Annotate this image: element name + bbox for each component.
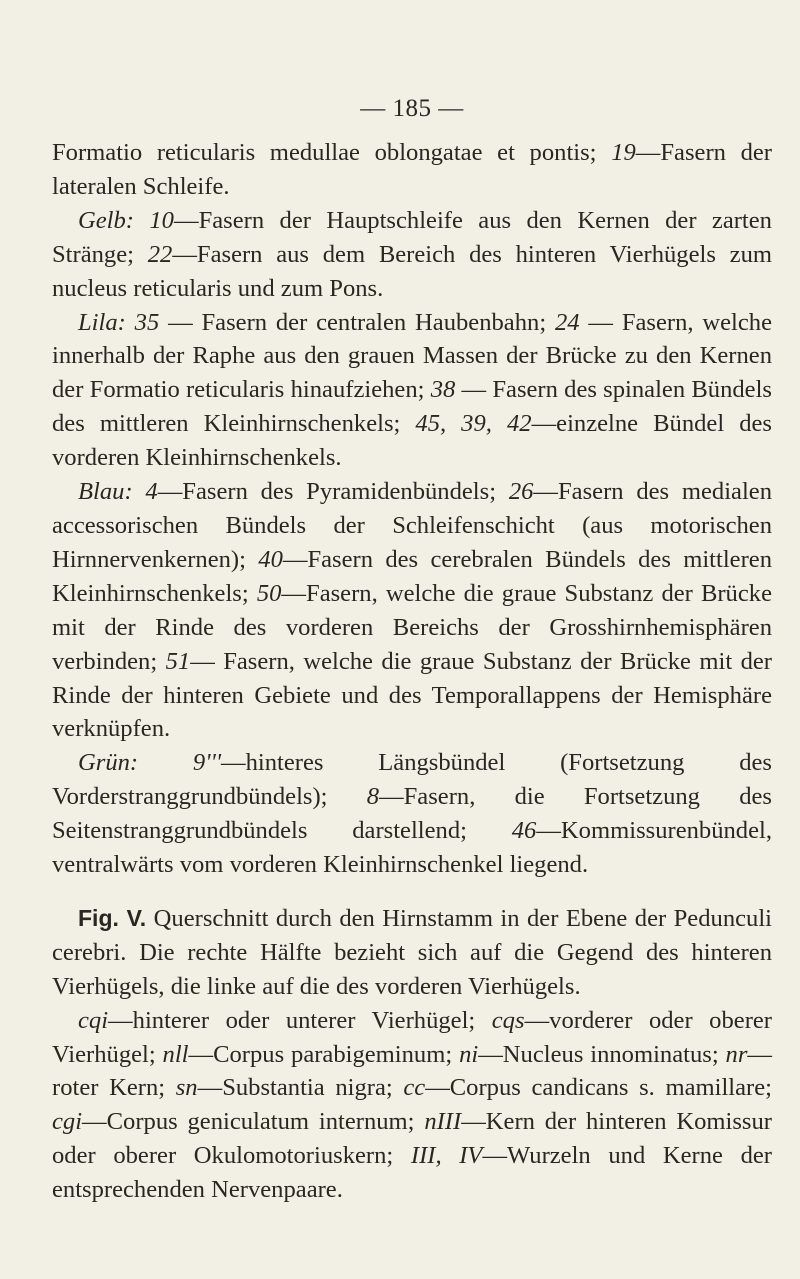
text-run: —Fasern des cerebralen Bündels des mittleren Kleinhirnschenkels;: [52, 545, 772, 607]
reference-label: 38: [430, 376, 456, 404]
text-run: —Wurzeln und Kerne der entsprechenden Nervenpaare.: [52, 1142, 772, 1204]
reference-label: cqs: [491, 1006, 525, 1034]
reference-label: cc: [403, 1074, 426, 1102]
reference-label: 24: [554, 308, 580, 336]
text-run: —Fasern der Hauptschleife aus den Kernen der zarten Stränge;: [52, 206, 772, 268]
reference-label: cqi: [78, 1006, 109, 1034]
legend-paragraph-3: [52, 306, 772, 476]
reference-label: sn: [175, 1074, 198, 1102]
text-run: —Fasern der lateralen Schleife.: [52, 139, 773, 200]
text-run: —Substantia nigra;: [197, 1074, 404, 1102]
text-run: —hinteres Längsbündel (Fortsetzung des Vorderstranggrundbündels);: [52, 749, 772, 811]
text-run: —Corpus geniculatum internum;: [82, 1108, 425, 1136]
text-run: —Fasern, welche die graue Substanz der Brücke mit der Rinde des vorderen Bereichs der Grosshirnhemisphären verbinden;: [52, 579, 772, 675]
reference-label: 22: [147, 240, 173, 268]
color-key-label: Lila: 35: [78, 308, 160, 336]
color-key-label: Blau: 4: [78, 478, 158, 506]
reference-label: 40: [258, 545, 283, 573]
text-run: — Fasern, welche innerhalb der Raphe aus den grauen Massen der Brücke zu den Kernen der Formatio reticularis hinaufziehen;: [52, 308, 772, 404]
legend-body: [52, 136, 772, 882]
text-run: Formatio reticularis medullae oblongatae et pontis;: [52, 139, 612, 166]
text-run: —roter Kern;: [52, 1040, 772, 1102]
text-run: —Nucleus innominatus;: [478, 1040, 726, 1068]
reference-label: 46: [511, 817, 537, 845]
reference-label: III, IV: [410, 1142, 483, 1170]
reference-label: 19: [611, 139, 636, 166]
text-run: — Fasern der centralen Haubenbahn;: [159, 308, 555, 336]
text-run: —einzelne Bündel des vorderen Kleinhirnschenkels.: [52, 410, 772, 472]
text-run: —Corpus parabigeminum;: [188, 1040, 460, 1068]
legend-paragraph-1: [52, 136, 772, 204]
legend-paragraph-2: [52, 204, 772, 306]
text-run: —vorderer oder oberer Vierhügel;: [52, 1006, 772, 1068]
text-run: — Fasern, welche die graue Substanz der Brücke mit der Rinde der hinteren Gebiete und des Temporallappens der Hemisphäre verknüpfen.: [52, 647, 772, 743]
text-run: —Fasern, die Fortsetzung des Seitenstranggrundbündels darstellend;: [52, 783, 772, 845]
figure-paragraph-2: [52, 1004, 772, 1207]
color-key-label: Grün: 9''': [78, 749, 221, 777]
reference-label: nr: [725, 1040, 748, 1068]
reference-label: cgi: [52, 1108, 83, 1136]
reference-label: 26: [508, 478, 534, 506]
text-run: Querschnitt durch den Hirnstamm in der Ebene der Pedunculi cerebri. Die rechte Hälfte bezieht sich auf die Gegend des hinteren Vierhügels, die linke auf die des vorderen Vierhügels.: [52, 904, 772, 1000]
figure-paragraph-1: [52, 902, 772, 1004]
reference-label: 8: [366, 783, 380, 811]
reference-label: ni: [459, 1040, 479, 1068]
page-number: — 185 —: [360, 95, 464, 122]
text-run: — Fasern des spinalen Bündels des mittleren Kleinhirnschenkels;: [52, 376, 772, 438]
figure-caption-body: [52, 902, 772, 1207]
legend-paragraph-4: [52, 475, 772, 746]
text-run: —Corpus candicans s. mamillare;: [425, 1074, 772, 1102]
text-run: —Fasern des Pyramidenbündels;: [157, 478, 509, 506]
text-run: —hinterer oder unterer Vierhügel;: [108, 1006, 492, 1034]
section-spacer: [52, 882, 772, 902]
text-run: —Fasern aus dem Bereich des hinteren Vierhügels zum nucleus reticularis und zum Pons.: [52, 240, 772, 302]
reference-label: 51: [165, 647, 191, 675]
color-key-label: Gelb: 10: [78, 206, 174, 234]
text-run: —Fasern des medialen accessorischen Bündels der Schleifenschicht (aus motorischen Hirnnervenkernen);: [52, 478, 772, 573]
reference-label: nll: [162, 1040, 189, 1068]
reference-label: 50: [256, 579, 282, 607]
text-run: —Kern der hinteren Komissur oder oberer Okulomotoriuskern;: [52, 1108, 772, 1170]
figure-label: Fig. V.: [78, 904, 147, 931]
reference-label: nIII: [424, 1108, 462, 1136]
text-run: —Kommissurenbündel, ventralwärts vom vorderen Kleinhirnschenkel liegend.: [52, 817, 772, 879]
reference-label: 45, 39, 42: [415, 410, 532, 438]
legend-paragraph-5: [52, 746, 772, 882]
